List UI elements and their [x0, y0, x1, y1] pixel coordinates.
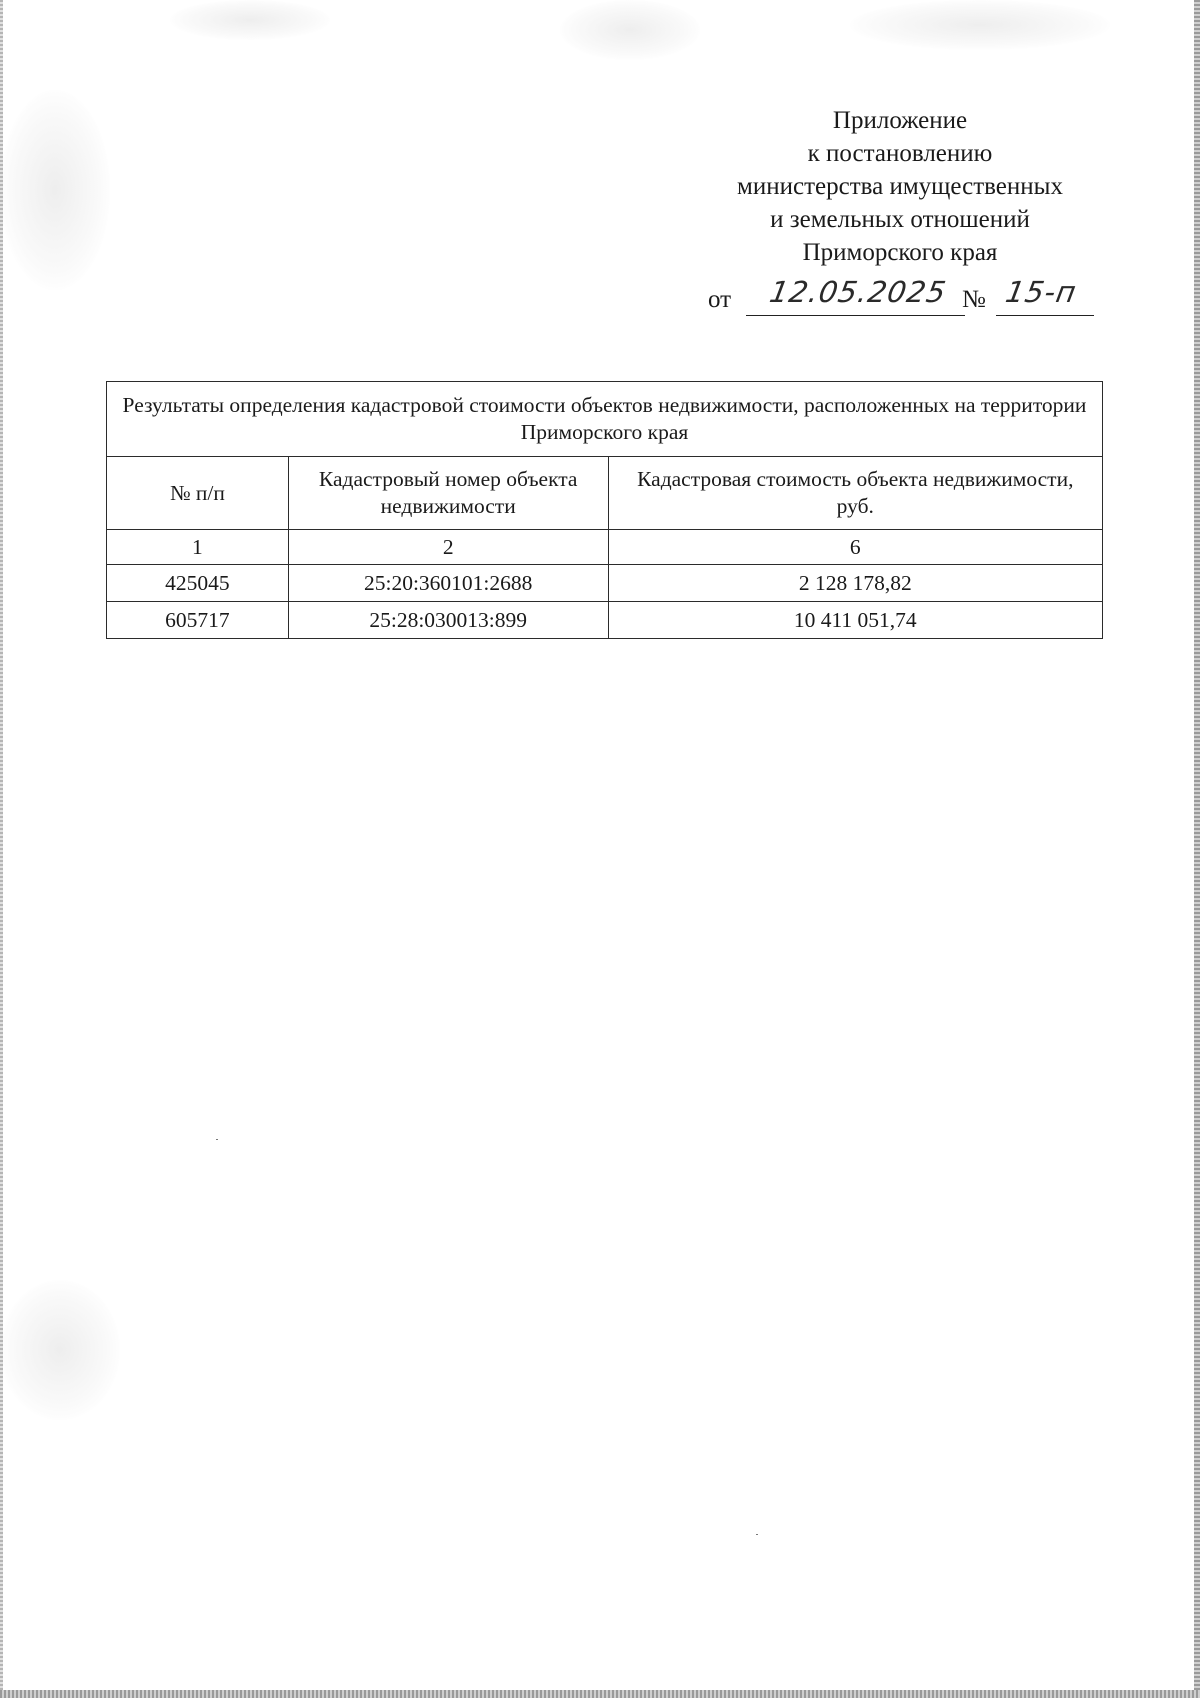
scan-edge-left — [0, 0, 3, 1698]
table-title-row — [107, 382, 1103, 457]
scan-smudge — [170, 0, 330, 40]
appendix-header-line: к постановлению — [807, 140, 993, 167]
handwritten-number: 15-п — [1003, 275, 1080, 309]
scan-speck — [756, 1534, 758, 1535]
cadastral-number-cell: 25:20:360101:2688 — [288, 565, 608, 602]
row-index-cell: 425045 — [107, 565, 289, 602]
cadastral-number-cell: 25:28:030013:899 — [288, 602, 608, 639]
cadastral-value-cell: 2 128 178,82 — [608, 565, 1102, 602]
appendix-header-line: Приложение — [832, 107, 968, 134]
table-row — [107, 565, 1103, 602]
column-header: № п/п — [107, 457, 289, 530]
scan-smudge — [0, 90, 110, 290]
date-field — [746, 275, 965, 316]
from-label: от — [708, 286, 732, 313]
column-number: 1 — [107, 530, 289, 565]
column-header: Кадастровая стоимость объекта недвижимости, руб. — [608, 457, 1102, 530]
row-index-cell: 605717 — [107, 602, 289, 639]
appendix-header-line: Приморского края — [802, 239, 998, 266]
cadastral-value-cell: 10 411 051,74 — [608, 602, 1102, 639]
number-field — [996, 275, 1094, 316]
appendix-header-line: министерства имущественных — [737, 173, 1063, 200]
column-header: Кадастровый номер объекта недвижимости — [288, 457, 608, 530]
scan-edge-bottom — [0, 1690, 1200, 1698]
table-header-row — [107, 457, 1103, 530]
scan-smudge — [850, 0, 1110, 50]
appendix-header-line: и земельных отношений — [770, 206, 1030, 233]
column-number: 6 — [608, 530, 1102, 565]
column-number: 2 — [288, 530, 608, 565]
scan-smudge — [0, 1280, 120, 1420]
date-number-line — [708, 272, 1108, 316]
table-row — [107, 602, 1103, 639]
table-title: Результаты определения кадастровой стоимости объектов недвижимости, расположенных на территории Приморского края — [107, 382, 1103, 457]
number-label: № — [962, 286, 986, 313]
scan-edge-right — [1194, 0, 1200, 1698]
appendix-header — [650, 104, 1150, 269]
scan-smudge — [560, 0, 700, 60]
handwritten-date: 12.05.2025 — [767, 275, 950, 309]
results-table — [106, 381, 1103, 639]
column-number-row — [107, 530, 1103, 565]
scan-speck — [216, 1139, 218, 1140]
